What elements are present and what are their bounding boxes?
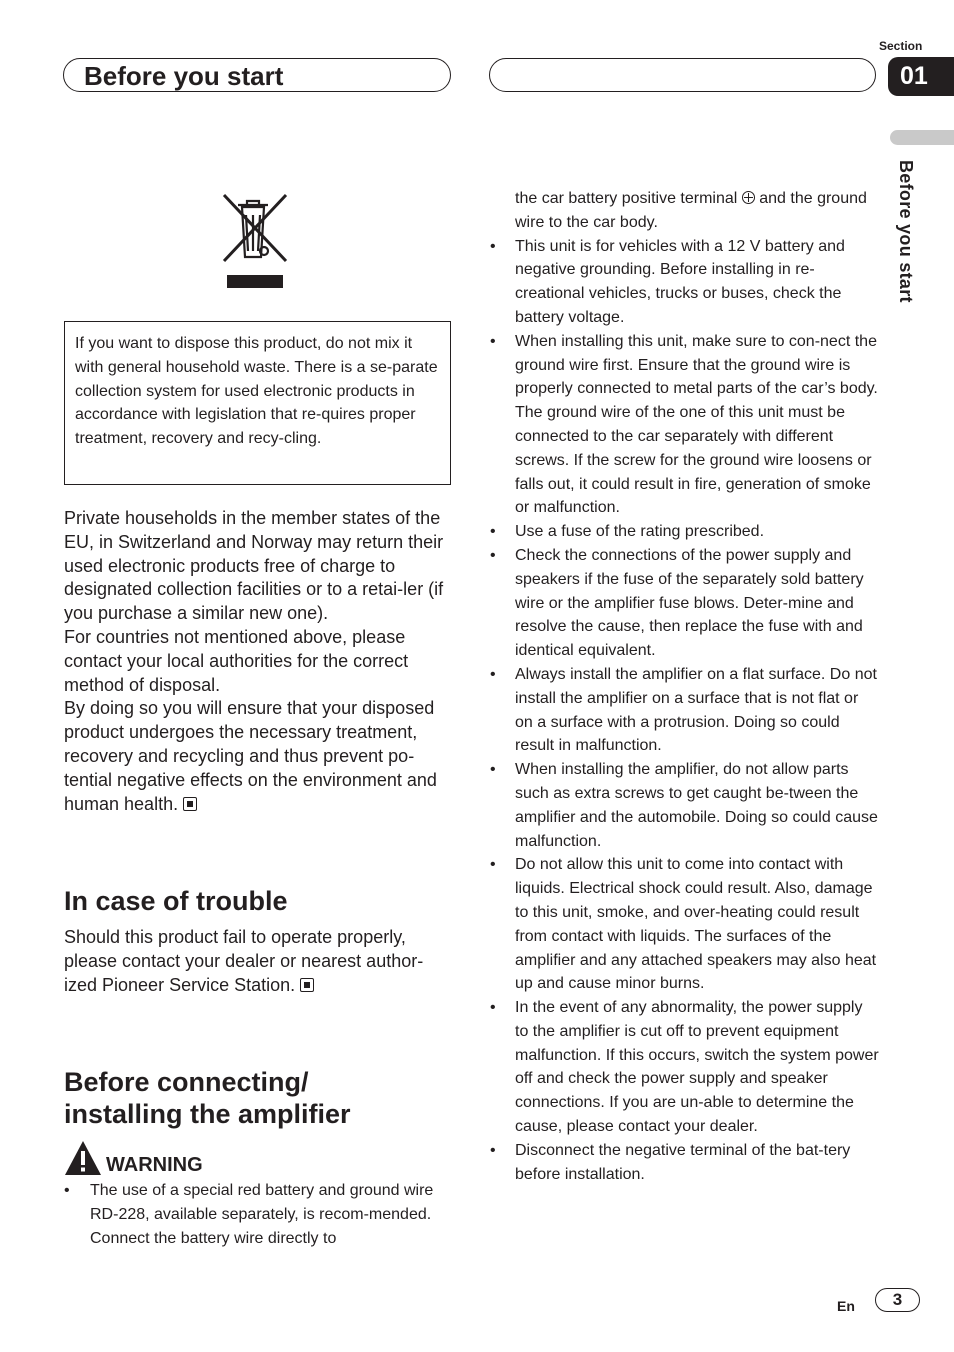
continued-text-start: the car battery positive terminal — [515, 190, 738, 207]
side-section-label: Before you start — [896, 160, 916, 303]
disposal-paragraph-text: By doing so you will ensure that your disposed product undergoes the necessary treatment, recovery and recycling and thus prevent po-tential negative effects on the environment and human health. — [64, 698, 437, 814]
continued-text-end: and the ground wire to the car body. — [515, 190, 867, 231]
list-item: • Do not allow this unit to come into contact with liquids. Electrical shock could result. Also, damage to this unit, smoke, and over-heating could result from contact with liquids. The surfaces of the amplifier and any attached speakers may also heat up and cause minor burns. — [490, 853, 880, 996]
disposal-paragraph — [64, 697, 454, 816]
connecting-heading-line1: Before connecting/ — [64, 1067, 309, 1097]
trouble-paragraph — [64, 926, 454, 997]
disposal-notice-box — [64, 321, 451, 485]
caution-bullet-list — [490, 235, 880, 1187]
page-header-title: Before you start — [84, 61, 284, 91]
positive-terminal-icon — [742, 191, 755, 204]
trouble-heading: In case of trouble — [64, 886, 288, 916]
list-item: • This unit is for vehicles with a 12 V battery and negative grounding. Before installing in re-creational vehicles, trucks or buses, check the battery voltage. — [490, 235, 880, 330]
list-item: • Disconnect the negative terminal of the bat-tery before installation. — [490, 1139, 880, 1187]
section-label: Section — [879, 39, 923, 53]
disposal-notice-text: If you want to dispose this product, do not mix it with general household waste. There is a se-parate collection system for used electronic products in accordance with legislation that re-quires proper treatment, recovery and recy-cling. — [75, 335, 438, 448]
list-item: • The use of a special red battery and ground wire RD-228, available separately, is recom-mended. Connect the battery wire directly to — [64, 1179, 444, 1250]
warning-bullet-list — [64, 1179, 444, 1250]
side-tab-marker — [890, 130, 954, 145]
disposal-info — [64, 507, 454, 816]
list-item: • When installing the amplifier, do not allow parts such as extra screws to get caught be-tween the amplifier and the automobile. Doing so could cause malfunction. — [490, 758, 880, 853]
continued-text — [490, 187, 880, 235]
end-of-section-icon — [183, 797, 197, 811]
warning-triangle-icon — [64, 1140, 102, 1176]
page-header-title-frame — [63, 58, 451, 92]
crossed-out-wheelie-bin-icon — [220, 191, 290, 291]
list-item: • Always install the amplifier on a flat surface. Do not install the amplifier on a surface that is not flat or on a surface with a protrusion. Doing so could result in malfunction. — [490, 663, 880, 758]
section-number-badge: 01 — [888, 57, 954, 96]
language-code: En — [837, 1298, 855, 1314]
connecting-heading-line2: installing the amplifier — [64, 1099, 351, 1129]
list-item: • Use a fuse of the rating prescribed. — [490, 520, 880, 544]
list-item: • In the event of any abnormality, the power supply to the amplifier is cut off to prevent equipment malfunction. If this occurs, switch the system power off and check the power supply and speaker connections. If you are un-able to determine the cause, please contact your dealer. — [490, 996, 880, 1139]
page-number: 3 — [875, 1288, 920, 1312]
end-of-section-icon — [300, 978, 314, 992]
right-column — [490, 187, 880, 1186]
header-blank-frame — [489, 58, 876, 92]
list-item: • When installing this unit, make sure to con-nect the ground wire first. Ensure that the ground wire is properly connected to metal parts of the car’s body. The ground wire of the one of this unit must be connected to the car separately with different screws. If the screw for the ground wire loosens or falls out, it could result in fire, generation of smoke or malfunction. — [490, 330, 880, 520]
warning-label: WARNING — [106, 1154, 203, 1176]
list-item: • Check the connections of the power supply and speakers if the fuse of the separately sold battery wire or the amplifier fuse blows. Deter-mine and resolve the cause, then replace the fuse with and identical equivalent. — [490, 544, 880, 663]
disposal-paragraph: For countries not mentioned above, please contact your local authorities for the correct method of disposal. — [64, 626, 409, 695]
connecting-heading — [64, 1066, 454, 1130]
disposal-paragraph: Private households in the member states of the EU, in Switzerland and Norway may return their used electronic products free of charge to designated collection facilities or to a retai-ler (if you purchase a similar new one). — [64, 508, 444, 624]
trouble-text: Should this product fail to operate properly, please contact your dealer or nearest author-ized Pioneer Service Station. — [64, 927, 424, 995]
